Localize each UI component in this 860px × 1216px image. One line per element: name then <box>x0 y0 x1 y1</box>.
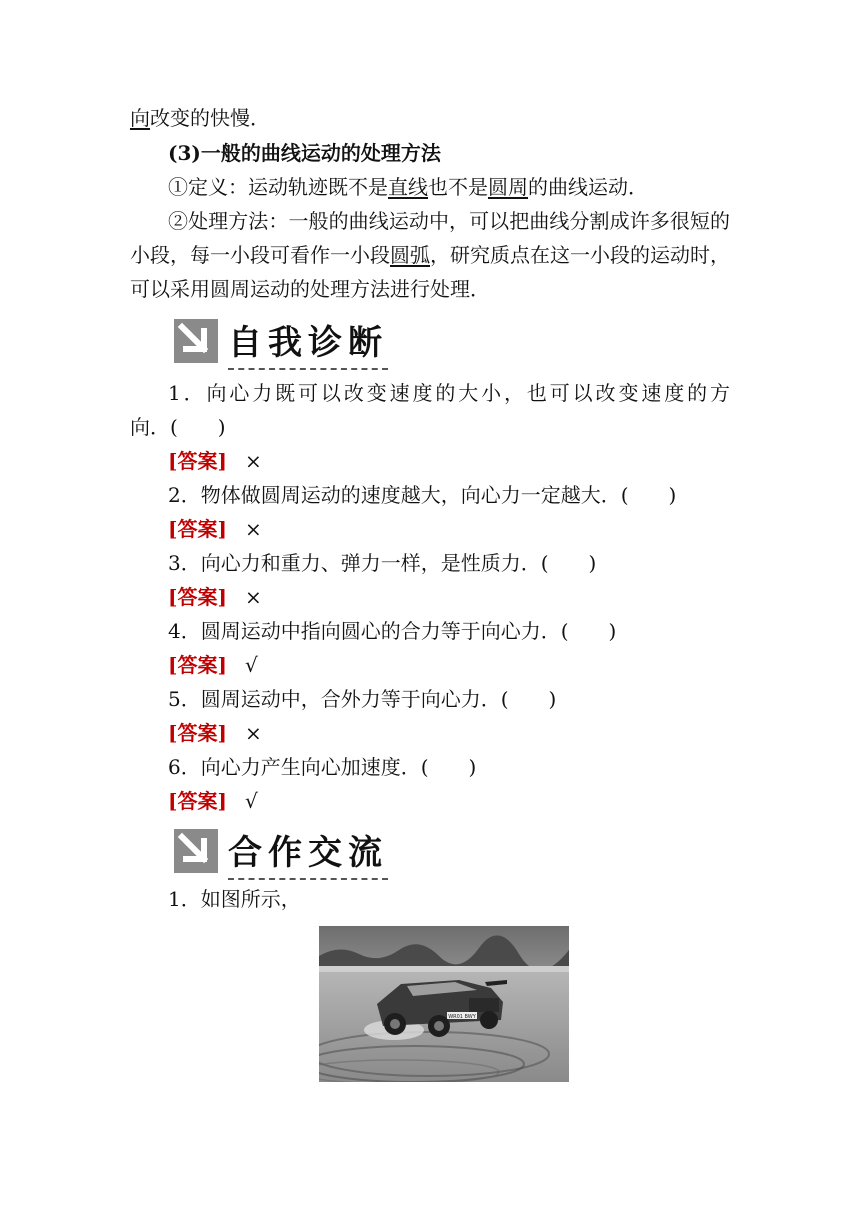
license-plate: WR01 BWY <box>448 1014 476 1020</box>
answer-1 <box>168 446 768 476</box>
answer-tag: [答案] <box>168 653 227 677</box>
question-2: 2．物体做圆周运动的速度越大，向心力一定越大．( ) <box>168 483 677 507</box>
answer-tag: [答案] <box>168 789 227 813</box>
definition-part-e: 的曲线运动． <box>528 175 648 199</box>
answer-4-mark: √ <box>244 653 258 677</box>
method-line-2-c: ，研究质点在这一小段的运动时， <box>430 243 730 267</box>
method-line-1: ②处理方法：一般的曲线运动中，可以把曲线分割成许多很短的 <box>168 209 730 233</box>
question-5: 5．圆周运动中，合外力等于向心力．( ) <box>168 687 557 711</box>
arrow-icon <box>174 829 218 873</box>
definition-blank-circle: 圆周 <box>488 175 528 199</box>
answer-2-mark: × <box>244 517 262 541</box>
question-3: 3．向心力和重力、弹力一样，是性质力．( ) <box>168 551 597 575</box>
method-line-3: 可以采用圆周运动的处理方法进行处理． <box>130 277 490 301</box>
answer-tag: [答案] <box>168 585 227 609</box>
definition-part-a: ①定义：运动轨迹既不是 <box>168 175 388 199</box>
answer-4 <box>168 650 768 680</box>
section-title-self-diagnosis: 自我诊断 <box>228 315 388 368</box>
discussion-item-1: 1．如图所示， <box>168 887 301 911</box>
intro-line-1-underlined: 向 <box>130 106 150 130</box>
question-4: 4．圆周运动中指向圆心的合力等于向心力．( ) <box>168 619 617 643</box>
answer-1-mark: × <box>244 449 262 473</box>
method-blank-arc: 圆弧 <box>390 243 430 267</box>
section-header-self-diagnosis <box>174 316 388 366</box>
answer-5-mark: × <box>244 721 262 745</box>
definition-part-c: 也不是 <box>428 175 488 199</box>
answer-2 <box>168 514 768 544</box>
definition-line <box>168 172 768 202</box>
answer-6-mark: √ <box>244 789 258 813</box>
method-line-2-a: 小段，每一小段可看作一小段 <box>130 243 390 267</box>
answer-tag: [答案] <box>168 721 227 745</box>
definition-blank-straight: 直线 <box>388 175 428 199</box>
answer-3 <box>168 582 768 612</box>
question-1-line-1: 1．向心力既可以改变速度的大小，也可以改变速度的方 <box>168 381 730 405</box>
answer-3-mark: × <box>244 585 262 609</box>
drifting-car-photo <box>319 926 569 1082</box>
arrow-icon <box>174 319 218 363</box>
answer-5 <box>168 718 768 748</box>
heading-curve-method: (3)一般的曲线运动的处理方法 <box>168 141 441 165</box>
answer-tag: [答案] <box>168 449 227 473</box>
method-line-2 <box>130 240 730 270</box>
answer-6 <box>168 786 768 816</box>
section-title-cooperation: 合作交流 <box>228 825 388 878</box>
answer-tag: [答案] <box>168 517 227 541</box>
intro-line-1 <box>130 103 730 133</box>
intro-line-1-rest: 改变的快慢． <box>150 106 270 130</box>
question-6: 6．向心力产生向心加速度．( ) <box>168 755 477 779</box>
section-header-cooperation <box>174 826 388 876</box>
question-1-line-2: 向．( ) <box>130 415 226 439</box>
